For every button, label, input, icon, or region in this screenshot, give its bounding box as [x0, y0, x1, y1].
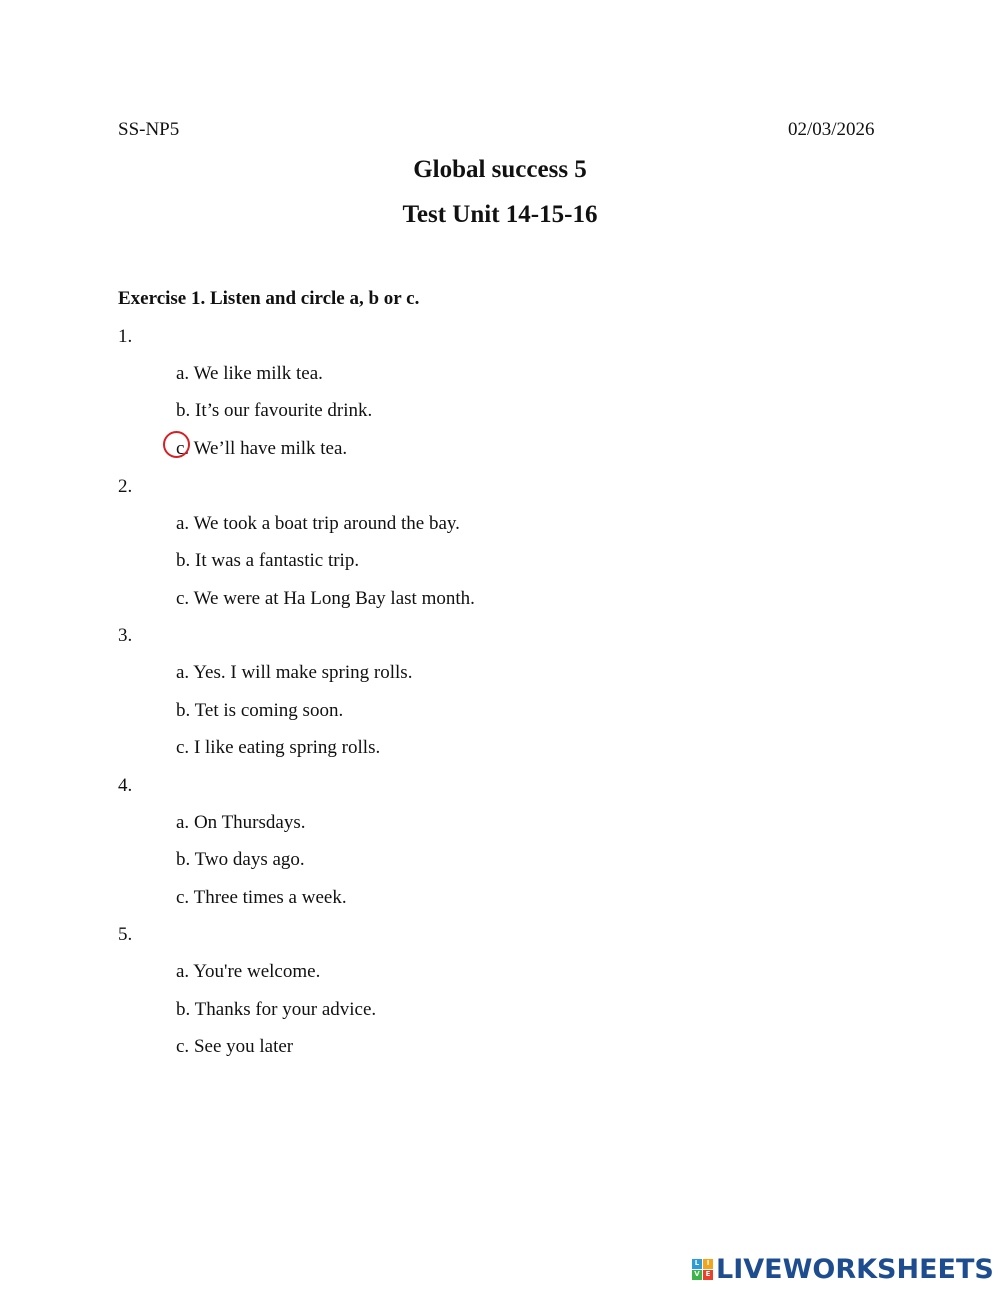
answer-option[interactable] [176, 400, 372, 422]
option-text: I like eating spring rolls. [189, 737, 381, 758]
option-letter: a. [176, 363, 190, 384]
answer-option[interactable] [176, 700, 343, 722]
option-text: We like milk tea. [189, 363, 323, 384]
option-letter: c. [176, 588, 190, 609]
header-left-code: SS-NP5 [118, 119, 180, 140]
option-letter: a. [176, 513, 190, 534]
option-text: It’s our favourite drink. [190, 400, 373, 421]
answer-circle-mark [163, 431, 190, 458]
option-letter: c. [176, 1036, 190, 1057]
answer-option[interactable] [176, 1036, 293, 1058]
option-letter: c. [176, 737, 190, 758]
option-letter: c. [176, 438, 190, 459]
logo-block: L [692, 1259, 702, 1269]
option-text: Two days ago. [190, 849, 305, 870]
option-letter: c. [176, 887, 190, 908]
option-text: It was a fantastic trip. [190, 550, 360, 571]
option-letter: b. [176, 700, 191, 721]
option-letter: a. [176, 812, 190, 833]
option-letter: b. [176, 550, 191, 571]
logo-text: LIVEWORKSHEETS [716, 1253, 994, 1285]
exercise-title: Exercise 1. Listen and circle a, b or c. [118, 288, 420, 309]
option-letter: b. [176, 400, 191, 421]
option-text: Yes. I will make spring rolls. [189, 662, 413, 683]
answer-option-selected[interactable] [176, 438, 347, 460]
question-number: 3. [118, 625, 133, 646]
answer-option[interactable] [176, 363, 323, 385]
option-text: We’ll have milk tea. [189, 438, 348, 459]
liveworksheets-logo[interactable] [692, 1254, 994, 1284]
question-number: 5. [118, 924, 133, 945]
option-text: We took a boat trip around the bay. [189, 513, 460, 534]
option-letter: a. [176, 662, 190, 683]
question-number: 2. [118, 476, 133, 497]
option-text: We were at Ha Long Bay last month. [189, 588, 475, 609]
option-text: Tet is coming soon. [190, 700, 344, 721]
answer-option[interactable] [176, 588, 475, 610]
option-text: Three times a week. [189, 887, 347, 908]
page-subtitle: Test Unit 14-15-16 [402, 201, 598, 228]
answer-option[interactable] [176, 812, 305, 834]
answer-option[interactable] [176, 513, 460, 535]
option-letter: a. [176, 961, 190, 982]
answer-option[interactable] [176, 961, 320, 983]
question-number: 4. [118, 775, 133, 796]
answer-option[interactable] [176, 999, 376, 1021]
option-letter: b. [176, 999, 191, 1020]
logo-block: I [703, 1259, 713, 1269]
answer-option[interactable] [176, 550, 359, 572]
option-text: You're welcome. [189, 961, 321, 982]
header-date: 02/03/2026 [788, 119, 875, 140]
question-number: 1. [118, 326, 133, 347]
page-title: Global success 5 [413, 156, 587, 183]
answer-option[interactable] [176, 737, 380, 759]
logo-block: V [692, 1270, 702, 1280]
option-text: On Thursdays. [189, 812, 306, 833]
option-letter: b. [176, 849, 191, 870]
answer-option[interactable] [176, 849, 305, 871]
logo-block: E [703, 1270, 713, 1280]
option-text: Thanks for your advice. [190, 999, 377, 1020]
logo-blocks-icon [692, 1259, 713, 1280]
option-text: See you later [189, 1036, 294, 1057]
answer-option[interactable] [176, 662, 412, 684]
answer-option[interactable] [176, 887, 347, 909]
